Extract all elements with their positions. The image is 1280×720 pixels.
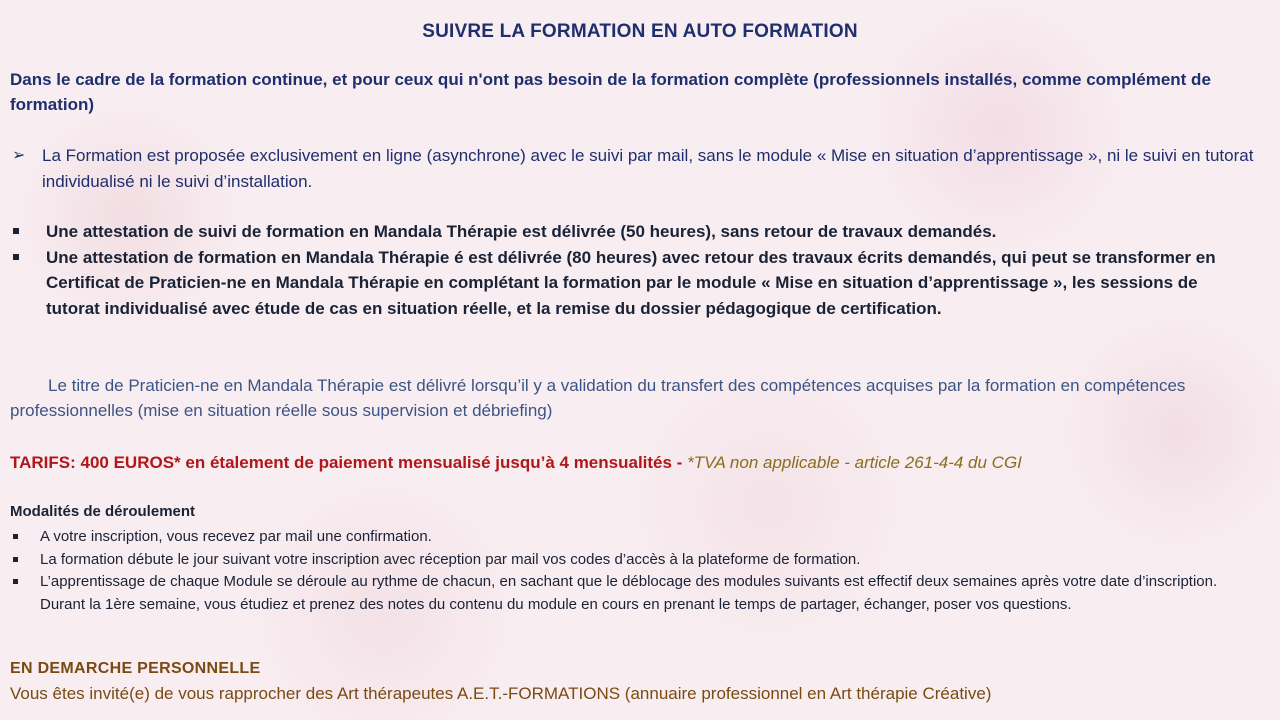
attestation-item-text: Une attestation de suivi de formation en Mandala Thérapie est délivrée (50 heures), sans retour de travaux demandés. <box>46 222 997 241</box>
list-item <box>10 219 1240 245</box>
attestation-item-text: Une attestation de formation en Mandala Thérapie é est délivrée (80 heures) avec retour des travaux écrits demandés, qui peut se transformer en Certificat de Praticien-ne en Mandala Thérapie en complétant la formation par le module « Mise en situation d’apprentissage », les sessions de tutorat individualisé avec étude de cas en situation réelle, et la remise du dossier pédagogique de certification. <box>46 247 1216 318</box>
titre-paragraph <box>10 373 1266 423</box>
arrow-list <box>10 143 1266 195</box>
attestation-list <box>10 219 1240 321</box>
tarifs-tva-note: *TVA non applicable - article 261-4-4 du CGI <box>687 453 1022 472</box>
tarifs-line <box>10 450 1266 475</box>
tarifs-price: TARIFS: 400 EUROS* en étalement de paiement mensualisé jusqu’à 4 mensualités - <box>10 453 683 472</box>
modalites-item-text: L’apprentissage de chaque Module se déroule au rythme de chacun, en sachant que le déblocage des modules suivants est effectif deux semaines après votre date d’inscription. Durant la 1ère semaine, vous étudiez et prenez des notes du contenu du module en cours en prenant le temps de partager, échanger, poser vos questions. <box>40 573 1218 613</box>
modalites-item-text: A votre inscription, vous recevez par mail une confirmation. <box>40 528 432 545</box>
list-item <box>10 245 1240 322</box>
demarche-title: EN DEMARCHE PERSONNELLE <box>10 660 261 677</box>
intro-paragraph: Dans le cadre de la formation continue, et pour ceux qui n'ont pas besoin de la formation complète (professionnels installés, comme complément de formation) <box>10 70 1211 114</box>
page-title: SUIVRE LA FORMATION EN AUTO FORMATION <box>422 21 858 42</box>
modalites-title: Modalités de déroulement <box>10 503 196 520</box>
demarche-text: Vous êtes invité(e) de vous rapprocher des Art thérapeutes A.E.T.-FORMATIONS (annuaire professionnel en Art thérapie Créative) <box>10 684 992 703</box>
modalites-list <box>10 526 1260 616</box>
square-bullet-icon <box>10 245 46 322</box>
arrow-bullet-icon: ➢ <box>12 147 26 164</box>
list-item <box>10 549 1260 572</box>
square-bullet-icon <box>10 571 40 616</box>
list-item <box>10 571 1260 616</box>
titre-text: Le titre de Praticien-ne en Mandala Thérapie est délivré lorsqu’il y a validation du transfert des compétences acquises par la formation en compétences professionnelles (mise en situation réelle sous supervision et débriefing) <box>10 376 1186 420</box>
square-bullet-icon <box>10 549 40 572</box>
square-bullet-icon <box>10 526 40 549</box>
arrow-list-item <box>10 143 1266 195</box>
modalites-item-text: La formation débute le jour suivant votre inscription avec réception par mail vos codes d’accès à la plateforme de formation. <box>40 550 861 568</box>
arrow-item-text: La Formation est proposée exclusivement en ligne (asynchrone) avec le suivi par mail, sans le module « Mise en situation d’apprentissage », ni le suivi en tutorat individualisé ni le suivi d’installation. <box>42 146 1254 191</box>
square-bullet-icon <box>10 219 46 245</box>
list-item <box>10 526 1260 549</box>
